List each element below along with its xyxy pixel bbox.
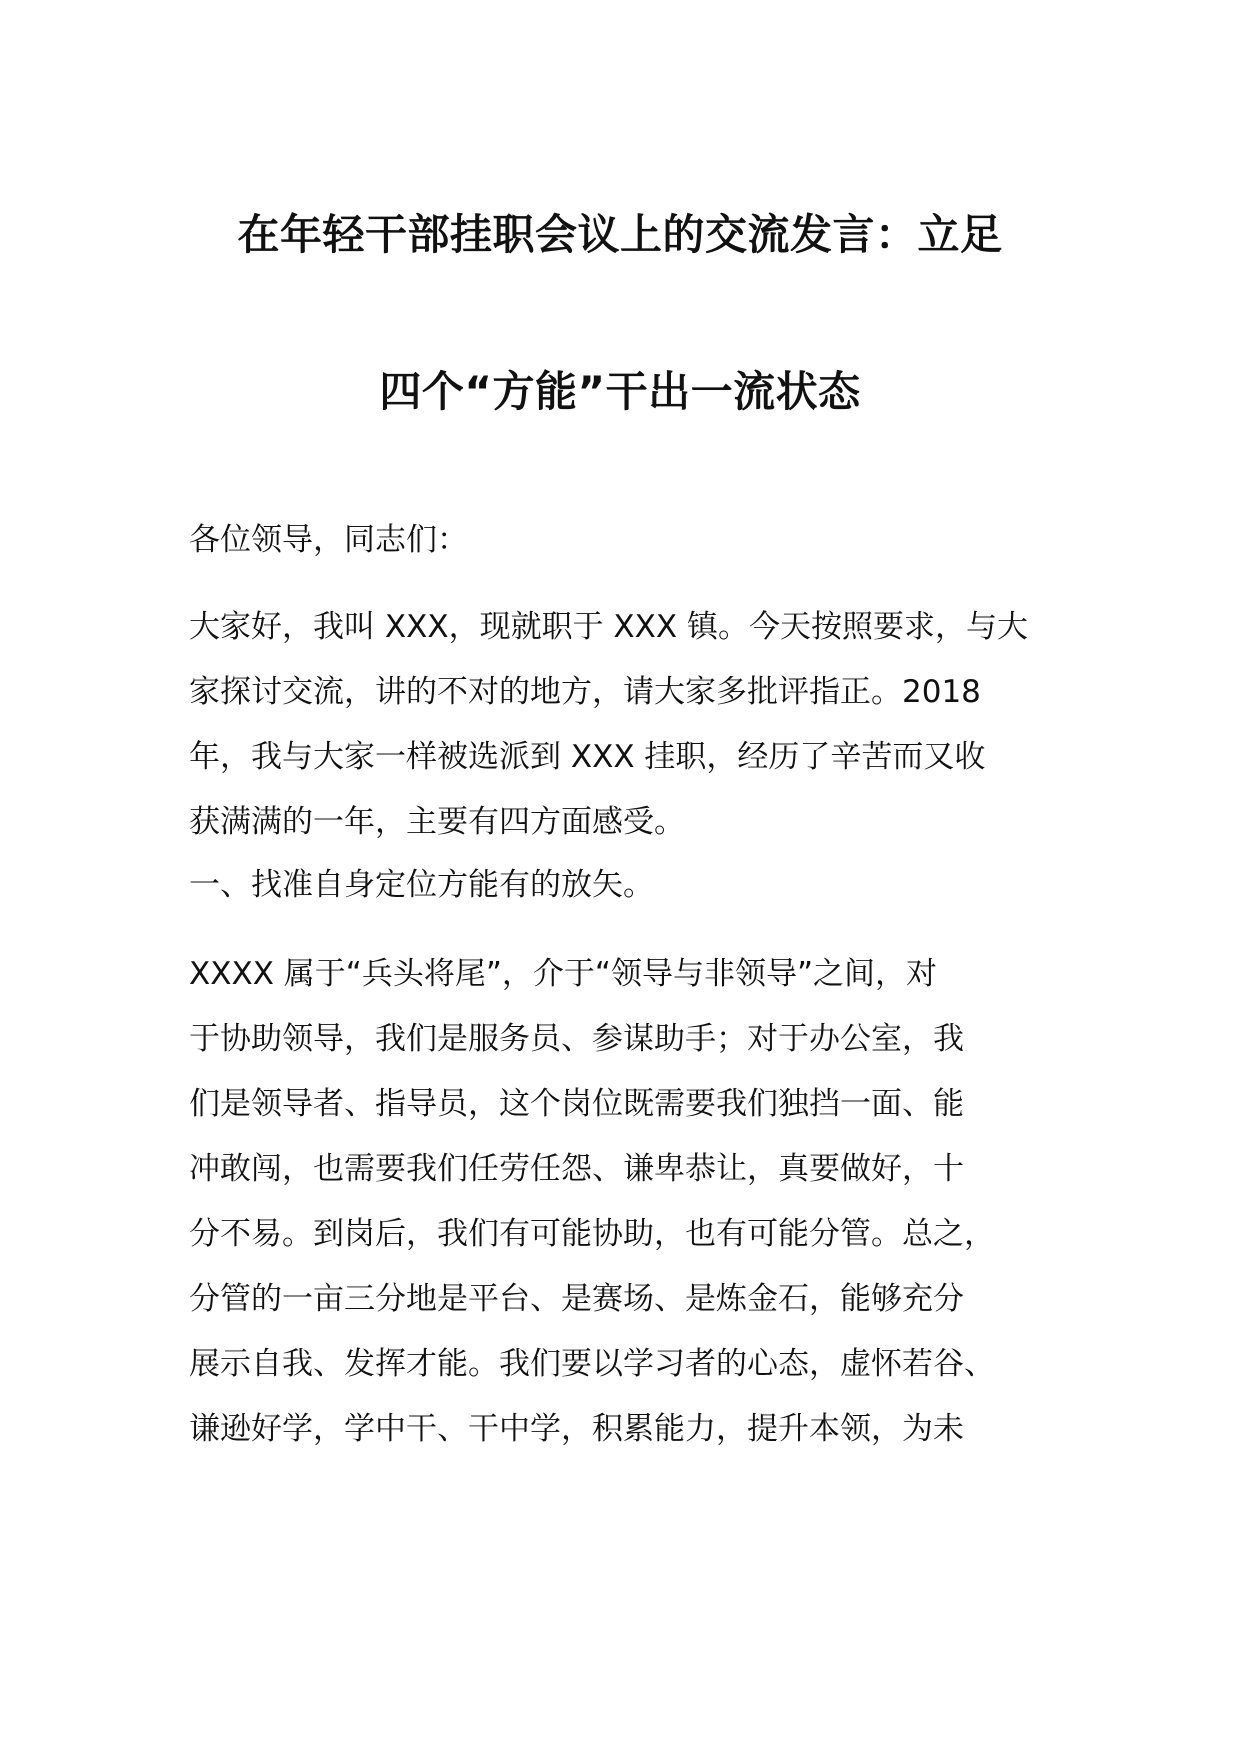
intro-paragraph bbox=[189, 595, 1059, 855]
greeting-paragraph bbox=[189, 508, 1059, 573]
section1-line-7: 展示自我、发挥才能。我们要以学习者的心态，虚怀若谷、 bbox=[189, 1346, 995, 1382]
section1-line-5: 分不易。到岗后，我们有可能协助，也有可能分管。总之， bbox=[189, 1216, 995, 1252]
intro-line-1: 大家好，我叫 XXX，现就职于 XXX 镇。今天按照要求，与大 bbox=[189, 609, 1028, 645]
section1-line-6: 分管的一亩三分地是平台、是赛场、是炼金石，能够充分 bbox=[189, 1281, 964, 1317]
document-title-line-1: 在年轻干部挂职会议上的交流发言：立足 bbox=[237, 210, 1003, 259]
section1-heading: 一、找准自身定位方能有的放矢。 bbox=[189, 867, 654, 903]
section1-line-3: 们是领导者、指导员，这个岗位既需要我们独挡一面、能 bbox=[189, 1086, 964, 1122]
section1-line-2: 于协助领导，我们是服务员、参谋助手；对于办公室，我 bbox=[189, 1021, 964, 1057]
section1-paragraph bbox=[189, 942, 1059, 1462]
document-title-line-2: 四个“方能”干出一流状态 bbox=[379, 367, 861, 416]
intro-line-3: 年，我与大家一样被选派到 XXX 挂职，经历了辛苦而又收 bbox=[189, 739, 986, 775]
section1-heading-paragraph bbox=[189, 853, 1059, 918]
section1-line-8: 谦逊好学，学中干、干中学，积累能力，提升本领，为未 bbox=[189, 1411, 964, 1447]
greeting-line: 各位领导，同志们： bbox=[189, 522, 468, 558]
intro-line-2: 家探讨交流，讲的不对的地方，请大家多批评指正。2018 bbox=[189, 674, 981, 710]
intro-line-4: 获满满的一年，主要有四方面感受。 bbox=[189, 804, 685, 840]
section1-line-4: 冲敢闯，也需要我们任劳任怨、谦卑恭让，真要做好，十 bbox=[189, 1151, 964, 1187]
section1-line-1: XXXX 属于“兵头将尾”，介于“领导与非领导”之间，对 bbox=[189, 956, 938, 992]
